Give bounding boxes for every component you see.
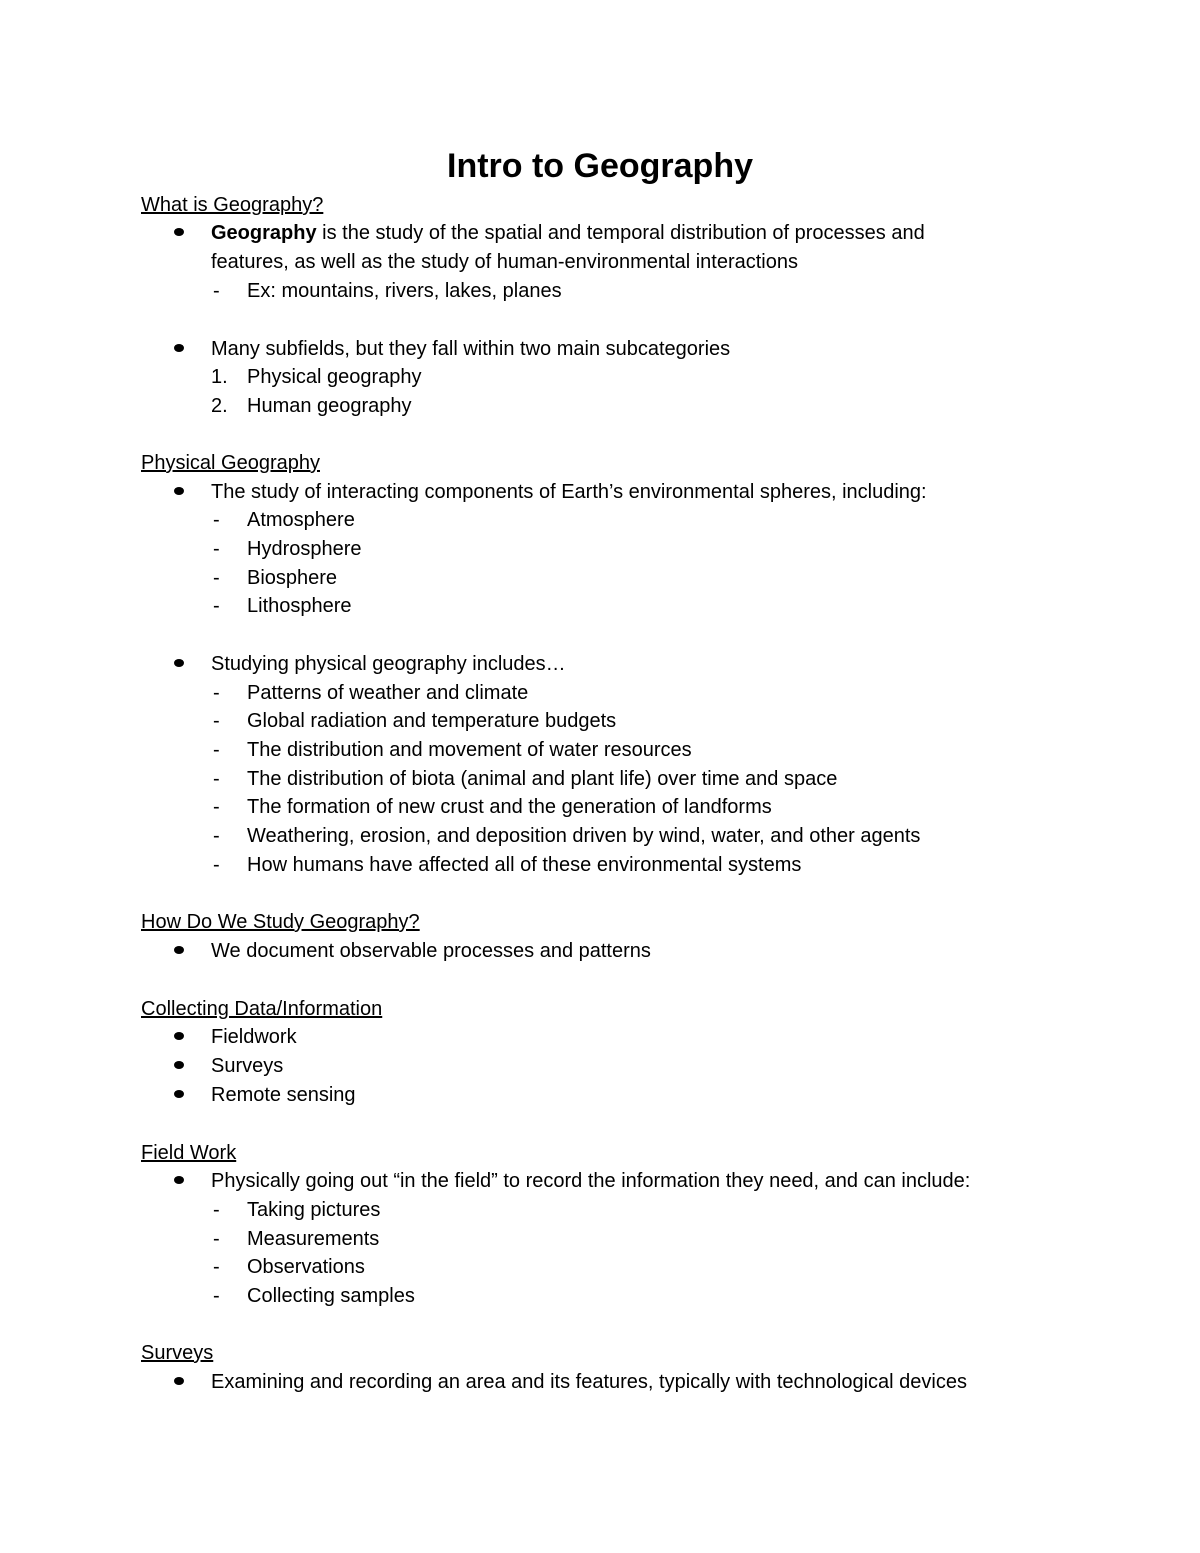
sub-list-item: Global radiation and temperature budgets: [247, 710, 617, 732]
section-heading-how-do-we-study: How Do We Study Geography?: [141, 911, 420, 933]
dash-marker: -: [213, 567, 220, 589]
section-heading-collecting-data: Collecting Data/Information: [141, 998, 383, 1020]
list-item-continuation: features, as well as the study of human-environmental interactions: [211, 251, 798, 273]
dash-marker: -: [213, 595, 220, 617]
dash-marker: -: [213, 1228, 220, 1250]
sub-list-item: Observations: [247, 1256, 365, 1278]
sub-list-item: Lithosphere: [247, 595, 352, 617]
dash-marker: -: [213, 538, 220, 560]
list-item-text: is the study of the spatial and temporal distribution of processes and: [316, 222, 925, 244]
dash-marker: -: [213, 768, 220, 790]
bullet-icon: [174, 659, 184, 667]
number-marker: 2.: [211, 395, 228, 417]
document-title: Intro to Geography: [447, 147, 753, 185]
list-item: Examining and recording an area and its features, typically with technological devices: [211, 1371, 967, 1393]
dash-marker: -: [213, 1256, 220, 1278]
list-item: Studying physical geography includes…: [211, 653, 566, 675]
bullet-icon: [174, 487, 184, 495]
section-heading-physical-geography: Physical Geography: [141, 452, 320, 474]
bullet-icon: [174, 1377, 184, 1385]
numbered-item: Physical geography: [247, 366, 422, 388]
section-heading-what-is-geography: What is Geography?: [141, 194, 324, 216]
numbered-item: Human geography: [247, 395, 412, 417]
bullet-icon: [174, 344, 184, 352]
number-marker: 1.: [211, 366, 228, 388]
bullet-icon: [174, 1032, 184, 1040]
sub-list-item: The formation of new crust and the generation of landforms: [247, 796, 772, 818]
dash-marker: -: [213, 854, 220, 876]
sub-list-item: The distribution of biota (animal and plant life) over time and space: [247, 768, 838, 790]
sub-list-item: Measurements: [247, 1228, 380, 1250]
sub-list-item: Weathering, erosion, and deposition driven by wind, water, and other agents: [247, 825, 921, 847]
sub-list-item: Ex: mountains, rivers, lakes, planes: [247, 280, 562, 302]
dash-marker: -: [213, 796, 220, 818]
section-heading-field-work: Field Work: [141, 1142, 237, 1164]
sub-list-item: Taking pictures: [247, 1199, 381, 1221]
list-item: Fieldwork: [211, 1026, 297, 1048]
sub-list-item: Biosphere: [247, 567, 338, 589]
list-item: Remote sensing: [211, 1084, 356, 1106]
sub-list-item: Patterns of weather and climate: [247, 682, 529, 704]
bullet-icon: [174, 1090, 184, 1098]
dash-marker: -: [213, 1199, 220, 1221]
bold-term: Geography: [211, 222, 317, 244]
section-heading-surveys: Surveys: [141, 1342, 214, 1364]
sub-list-item: Atmosphere: [247, 509, 355, 531]
sub-list-item: Collecting samples: [247, 1285, 415, 1307]
dash-marker: -: [213, 509, 220, 531]
sub-list-item: Hydrosphere: [247, 538, 362, 560]
bullet-icon: [174, 228, 184, 236]
list-item: Physically going out “in the field” to record the information they need, and can include:: [211, 1170, 971, 1192]
list-item: We document observable processes and patterns: [211, 940, 651, 962]
list-item: Many subfields, but they fall within two main subcategories: [211, 338, 731, 360]
list-item: The study of interacting components of Earth’s environmental spheres, including:: [211, 481, 927, 503]
bullet-icon: [174, 1176, 184, 1184]
dash-marker: -: [213, 280, 220, 302]
dash-marker: -: [213, 739, 220, 761]
sub-list-item: The distribution and movement of water resources: [247, 739, 692, 761]
list-item: Surveys: [211, 1055, 284, 1077]
list-item: [211, 220, 925, 246]
bullet-icon: [174, 946, 184, 954]
dash-marker: -: [213, 710, 220, 732]
dash-marker: -: [213, 682, 220, 704]
dash-marker: -: [213, 825, 220, 847]
bullet-icon: [174, 1061, 184, 1069]
sub-list-item: How humans have affected all of these environmental systems: [247, 854, 802, 876]
dash-marker: -: [213, 1285, 220, 1307]
